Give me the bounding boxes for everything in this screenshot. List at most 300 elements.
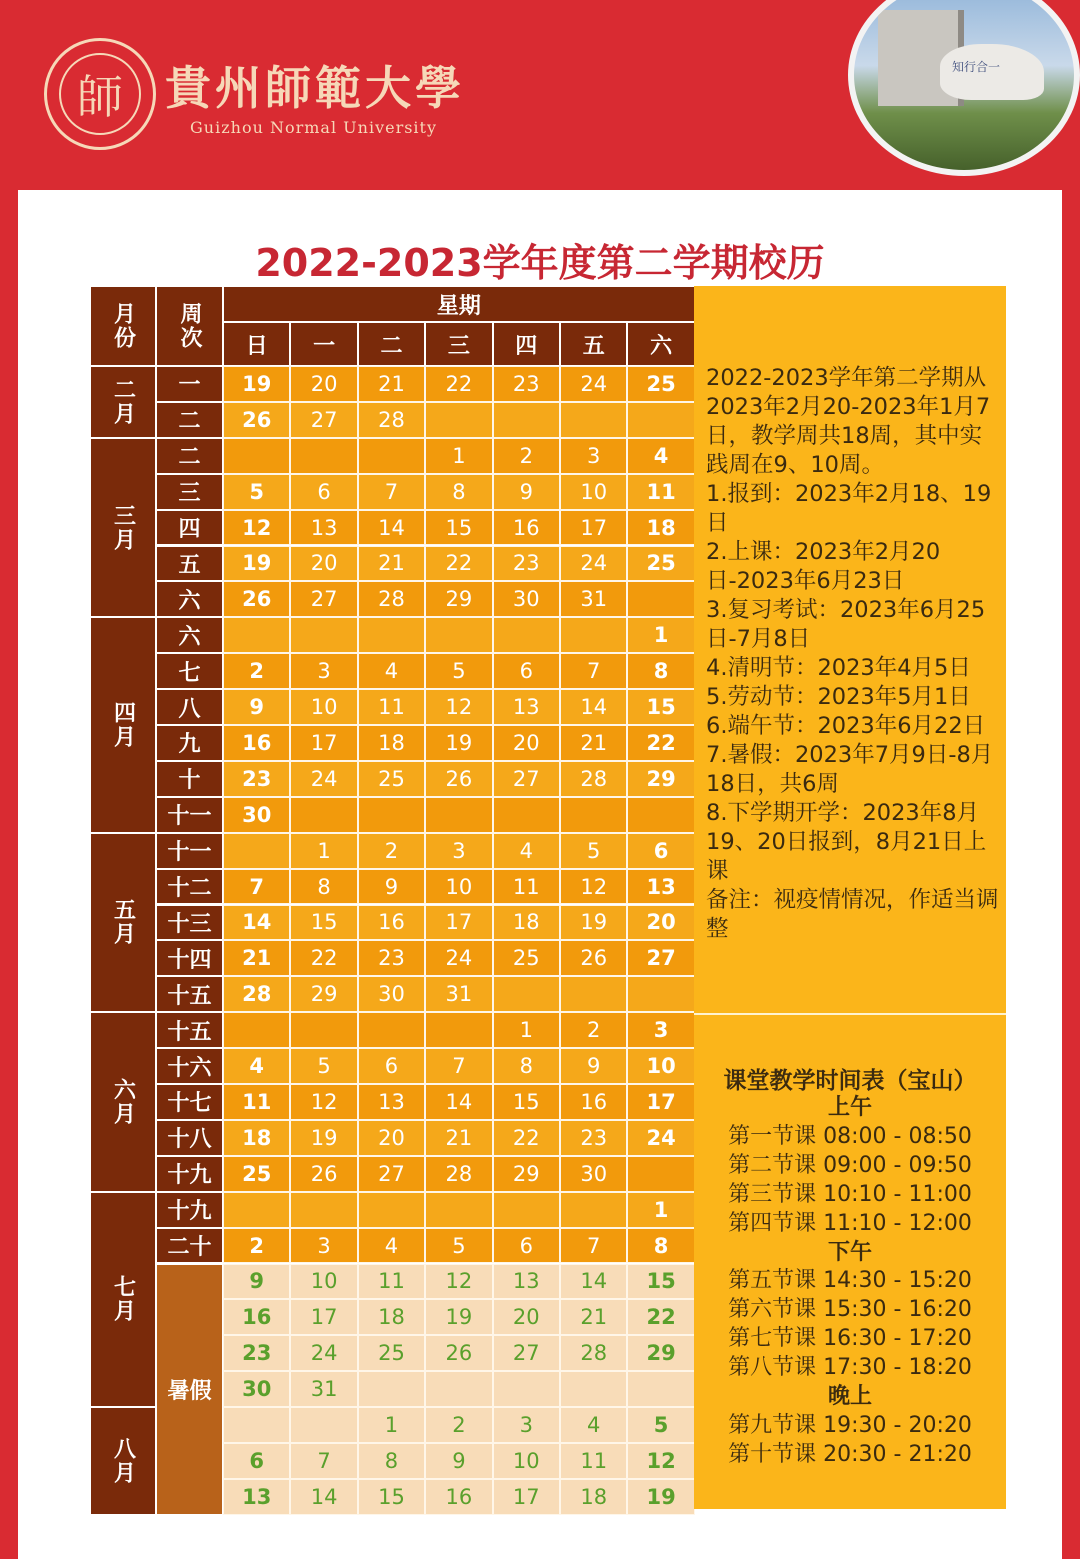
date-cell: 7 bbox=[358, 474, 425, 510]
date-cell: 10 bbox=[627, 1048, 694, 1084]
date-cell: 14 bbox=[560, 689, 627, 725]
date-cell: 8 bbox=[425, 474, 492, 510]
date-cell bbox=[358, 1192, 425, 1228]
date-cell bbox=[358, 1012, 425, 1048]
note-item: 6.端午节：2023年6月22日 bbox=[706, 713, 986, 739]
date-cell: 27 bbox=[290, 581, 357, 617]
date-cell bbox=[627, 1371, 694, 1407]
month-label-text: 三月 bbox=[110, 503, 136, 552]
weekday-header: 四 bbox=[493, 322, 560, 366]
date-cell: 22 bbox=[290, 940, 357, 976]
date-cell: 19 bbox=[425, 1299, 492, 1335]
date-cell bbox=[493, 1192, 560, 1228]
date-cell: 10 bbox=[290, 1264, 357, 1300]
date-cell bbox=[290, 617, 357, 653]
date-cell: 26 bbox=[223, 581, 290, 617]
date-cell bbox=[290, 1012, 357, 1048]
date-cell bbox=[627, 976, 694, 1012]
date-cell: 6 bbox=[290, 474, 357, 510]
date-cell: 4 bbox=[627, 438, 694, 474]
date-cell: 16 bbox=[560, 1084, 627, 1120]
month-label-text: 八月 bbox=[110, 1436, 136, 1485]
schedule-period: 第六节课 15:30 - 16:20 bbox=[728, 1297, 972, 1323]
date-cell: 30 bbox=[560, 1156, 627, 1192]
date-cell: 25 bbox=[358, 761, 425, 797]
date-cell: 27 bbox=[627, 940, 694, 976]
stone-monument bbox=[940, 44, 1044, 100]
campus-photo bbox=[848, 0, 1080, 176]
date-cell: 22 bbox=[425, 546, 492, 582]
date-cell: 6 bbox=[223, 1443, 290, 1479]
weekday-group-header: 星期 bbox=[223, 286, 695, 322]
date-cell: 5 bbox=[560, 833, 627, 869]
date-cell: 26 bbox=[425, 761, 492, 797]
date-cell: 22 bbox=[493, 1120, 560, 1156]
date-cell: 3 bbox=[560, 438, 627, 474]
date-cell: 18 bbox=[358, 1299, 425, 1335]
date-cell: 9 bbox=[493, 474, 560, 510]
date-cell: 12 bbox=[425, 1264, 492, 1300]
date-cell: 16 bbox=[358, 905, 425, 941]
date-cell: 24 bbox=[560, 366, 627, 402]
date-cell bbox=[358, 797, 425, 833]
date-cell bbox=[223, 1012, 290, 1048]
date-cell: 24 bbox=[290, 1335, 357, 1371]
date-cell bbox=[560, 617, 627, 653]
date-cell: 30 bbox=[358, 976, 425, 1012]
date-cell: 9 bbox=[223, 1264, 290, 1300]
month-label bbox=[90, 1012, 156, 1192]
date-cell: 9 bbox=[560, 1048, 627, 1084]
date-cell: 23 bbox=[223, 1335, 290, 1371]
week-number: 十 bbox=[156, 761, 223, 797]
note-item: 7.暑假：2023年7月9日-8月18日，共6周 bbox=[706, 742, 994, 797]
date-cell: 13 bbox=[627, 869, 694, 905]
week-number: 十七 bbox=[156, 1084, 223, 1120]
date-cell: 29 bbox=[425, 581, 492, 617]
schedule-period: 第八节课 17:30 - 18:20 bbox=[728, 1355, 972, 1381]
date-cell: 15 bbox=[358, 1479, 425, 1515]
week-column-header bbox=[156, 286, 223, 366]
date-cell: 19 bbox=[223, 546, 290, 582]
date-cell: 3 bbox=[290, 653, 357, 689]
date-cell bbox=[223, 438, 290, 474]
date-cell: 27 bbox=[290, 402, 357, 438]
date-cell bbox=[627, 797, 694, 833]
date-cell: 26 bbox=[290, 1156, 357, 1192]
date-cell: 12 bbox=[290, 1084, 357, 1120]
notes-text bbox=[706, 364, 1002, 944]
date-cell: 2 bbox=[560, 1012, 627, 1048]
university-seal-logo bbox=[44, 38, 156, 150]
date-cell bbox=[560, 402, 627, 438]
date-cell: 2 bbox=[223, 1228, 290, 1264]
date-cell: 7 bbox=[290, 1443, 357, 1479]
date-cell: 5 bbox=[290, 1048, 357, 1084]
date-cell bbox=[425, 402, 492, 438]
date-cell: 29 bbox=[627, 1335, 694, 1371]
date-cell: 1 bbox=[290, 833, 357, 869]
date-cell bbox=[493, 1371, 560, 1407]
date-cell: 13 bbox=[290, 510, 357, 546]
week-number: 二 bbox=[156, 438, 223, 474]
week-number: 十五 bbox=[156, 976, 223, 1012]
month-label bbox=[90, 833, 156, 1013]
date-cell: 28 bbox=[560, 1335, 627, 1371]
week-number: 十三 bbox=[156, 905, 223, 941]
date-cell: 19 bbox=[560, 905, 627, 941]
month-label bbox=[90, 1192, 156, 1407]
weekday-header: 日 bbox=[223, 322, 290, 366]
date-cell: 21 bbox=[358, 366, 425, 402]
schedule-period: 第一节课 08:00 - 08:50 bbox=[728, 1123, 972, 1149]
date-cell: 30 bbox=[493, 581, 560, 617]
date-cell: 6 bbox=[358, 1048, 425, 1084]
date-cell: 11 bbox=[560, 1443, 627, 1479]
date-cell: 21 bbox=[358, 546, 425, 582]
date-cell: 16 bbox=[223, 1299, 290, 1335]
date-cell: 28 bbox=[425, 1156, 492, 1192]
date-cell bbox=[493, 402, 560, 438]
date-cell: 7 bbox=[425, 1048, 492, 1084]
date-cell: 29 bbox=[493, 1156, 560, 1192]
month-label-text: 四月 bbox=[110, 700, 136, 749]
date-cell: 20 bbox=[627, 905, 694, 941]
date-cell: 15 bbox=[290, 905, 357, 941]
weekday-header: 三 bbox=[425, 322, 492, 366]
date-cell: 17 bbox=[290, 725, 357, 761]
schedule-title: 课堂教学时间表（宝山） bbox=[723, 1068, 977, 1094]
date-cell bbox=[425, 1192, 492, 1228]
month-label bbox=[90, 438, 156, 618]
university-name-en: Guizhou Normal University bbox=[190, 118, 438, 137]
date-cell: 3 bbox=[493, 1407, 560, 1443]
notes-divider bbox=[694, 1013, 1006, 1015]
date-cell: 14 bbox=[425, 1084, 492, 1120]
date-cell: 16 bbox=[493, 510, 560, 546]
date-cell: 5 bbox=[223, 474, 290, 510]
date-cell: 26 bbox=[425, 1335, 492, 1371]
date-cell bbox=[290, 1407, 357, 1443]
week-number: 十六 bbox=[156, 1048, 223, 1084]
date-cell: 10 bbox=[290, 689, 357, 725]
schedule-section: 晚上 bbox=[827, 1384, 872, 1410]
weekday-header: 二 bbox=[358, 322, 425, 366]
date-cell: 21 bbox=[560, 725, 627, 761]
date-cell: 2 bbox=[493, 438, 560, 474]
date-cell bbox=[290, 797, 357, 833]
date-cell: 28 bbox=[358, 402, 425, 438]
date-cell: 25 bbox=[493, 940, 560, 976]
date-cell: 17 bbox=[627, 1084, 694, 1120]
date-cell: 7 bbox=[560, 1228, 627, 1264]
date-cell: 18 bbox=[493, 905, 560, 941]
date-cell: 28 bbox=[223, 976, 290, 1012]
week-number: 八 bbox=[156, 689, 223, 725]
date-cell: 23 bbox=[358, 940, 425, 976]
date-cell: 25 bbox=[627, 546, 694, 582]
date-cell bbox=[425, 797, 492, 833]
date-cell: 5 bbox=[627, 1407, 694, 1443]
week-number: 十一 bbox=[156, 833, 223, 869]
date-cell bbox=[290, 1192, 357, 1228]
date-cell: 26 bbox=[223, 402, 290, 438]
date-cell: 15 bbox=[425, 510, 492, 546]
header-banner bbox=[0, 0, 1080, 190]
date-cell: 20 bbox=[290, 546, 357, 582]
date-cell: 22 bbox=[627, 1299, 694, 1335]
date-cell: 14 bbox=[290, 1479, 357, 1515]
date-cell: 1 bbox=[627, 617, 694, 653]
date-cell: 17 bbox=[290, 1299, 357, 1335]
date-cell: 2 bbox=[358, 833, 425, 869]
note-item: 4.清明节：2023年4月5日 bbox=[706, 655, 971, 681]
week-number: 十八 bbox=[156, 1120, 223, 1156]
date-cell: 6 bbox=[627, 833, 694, 869]
week-number: 七 bbox=[156, 653, 223, 689]
week-number: 一 bbox=[156, 366, 223, 402]
date-cell: 16 bbox=[425, 1479, 492, 1515]
date-cell: 4 bbox=[223, 1048, 290, 1084]
date-cell: 14 bbox=[560, 1264, 627, 1300]
date-cell: 28 bbox=[560, 761, 627, 797]
date-cell: 11 bbox=[358, 1264, 425, 1300]
seal-char: 師 bbox=[59, 53, 141, 135]
date-cell: 27 bbox=[493, 1335, 560, 1371]
date-cell: 13 bbox=[358, 1084, 425, 1120]
date-cell: 22 bbox=[425, 366, 492, 402]
week-number: 五 bbox=[156, 546, 223, 582]
date-cell bbox=[493, 797, 560, 833]
month-label-text: 六月 bbox=[110, 1077, 136, 1126]
date-cell: 23 bbox=[493, 546, 560, 582]
note-item: 8.下学期开学：2023年8月19、20日报到，8月21日上课 bbox=[706, 800, 987, 884]
date-cell bbox=[560, 1371, 627, 1407]
month-column-header bbox=[90, 286, 156, 366]
month-label-text: 五月 bbox=[110, 898, 136, 947]
date-cell: 17 bbox=[560, 510, 627, 546]
date-cell: 3 bbox=[290, 1228, 357, 1264]
week-number: 四 bbox=[156, 510, 223, 546]
date-cell: 9 bbox=[358, 869, 425, 905]
date-cell bbox=[223, 1192, 290, 1228]
date-cell: 1 bbox=[358, 1407, 425, 1443]
date-cell: 17 bbox=[425, 905, 492, 941]
schedule-period: 第九节课 19:30 - 20:20 bbox=[728, 1412, 972, 1438]
date-cell: 21 bbox=[560, 1299, 627, 1335]
date-cell: 8 bbox=[358, 1443, 425, 1479]
date-cell bbox=[358, 1371, 425, 1407]
schedule-period: 第十节课 20:30 - 21:20 bbox=[728, 1441, 972, 1467]
note-item: 备注：视疫情情况，作适当调整 bbox=[706, 887, 999, 942]
date-cell: 5 bbox=[425, 653, 492, 689]
date-cell: 23 bbox=[560, 1120, 627, 1156]
date-cell: 29 bbox=[290, 976, 357, 1012]
date-cell: 30 bbox=[223, 1371, 290, 1407]
date-cell: 25 bbox=[223, 1156, 290, 1192]
date-cell: 4 bbox=[493, 833, 560, 869]
date-cell: 20 bbox=[290, 366, 357, 402]
month-header-text: 月份 bbox=[110, 302, 136, 350]
date-cell: 25 bbox=[627, 366, 694, 402]
date-cell: 8 bbox=[627, 1228, 694, 1264]
date-cell: 1 bbox=[627, 1192, 694, 1228]
month-label-text: 二月 bbox=[110, 377, 136, 426]
schedule-section: 下午 bbox=[827, 1239, 872, 1265]
date-cell bbox=[560, 797, 627, 833]
date-cell bbox=[493, 617, 560, 653]
date-cell: 8 bbox=[493, 1048, 560, 1084]
date-cell: 22 bbox=[627, 725, 694, 761]
date-cell: 19 bbox=[290, 1120, 357, 1156]
date-cell: 19 bbox=[627, 1479, 694, 1515]
rock-inscription: 知行合一 bbox=[952, 60, 1001, 74]
week-number: 二十 bbox=[156, 1228, 223, 1264]
date-cell: 28 bbox=[358, 581, 425, 617]
weekday-header: 六 bbox=[627, 322, 694, 366]
date-cell: 3 bbox=[627, 1012, 694, 1048]
week-number: 三 bbox=[156, 474, 223, 510]
date-cell bbox=[627, 402, 694, 438]
date-cell: 18 bbox=[627, 510, 694, 546]
week-number: 十二 bbox=[156, 869, 223, 905]
date-cell: 11 bbox=[627, 474, 694, 510]
date-cell: 13 bbox=[493, 689, 560, 725]
date-cell: 11 bbox=[493, 869, 560, 905]
date-cell: 15 bbox=[493, 1084, 560, 1120]
date-cell: 4 bbox=[560, 1407, 627, 1443]
date-cell: 20 bbox=[493, 725, 560, 761]
date-cell: 5 bbox=[425, 1228, 492, 1264]
date-cell: 14 bbox=[358, 510, 425, 546]
date-cell: 21 bbox=[223, 940, 290, 976]
holiday-label: 暑假 bbox=[156, 1264, 223, 1515]
date-cell: 18 bbox=[223, 1120, 290, 1156]
date-cell bbox=[493, 976, 560, 1012]
date-cell: 11 bbox=[358, 689, 425, 725]
date-cell: 23 bbox=[223, 761, 290, 797]
note-item: 2.上课：2023年2月20日-2023年6月23日 bbox=[706, 539, 941, 594]
date-cell: 23 bbox=[493, 366, 560, 402]
date-cell: 8 bbox=[627, 653, 694, 689]
date-cell: 17 bbox=[493, 1479, 560, 1515]
date-cell: 9 bbox=[223, 689, 290, 725]
date-cell: 20 bbox=[493, 1299, 560, 1335]
note-item: 3.复习考试：2023年6月25日-7月8日 bbox=[706, 597, 986, 652]
date-cell: 10 bbox=[493, 1443, 560, 1479]
date-cell bbox=[223, 617, 290, 653]
date-cell: 19 bbox=[425, 725, 492, 761]
week-number: 十五 bbox=[156, 1012, 223, 1048]
date-cell: 10 bbox=[560, 474, 627, 510]
date-cell: 24 bbox=[290, 761, 357, 797]
week-number: 十一 bbox=[156, 797, 223, 833]
date-cell: 19 bbox=[223, 366, 290, 402]
calendar-table bbox=[90, 286, 694, 1509]
university-name-cn: 貴州師範大學 bbox=[165, 61, 465, 115]
note-item: 2022-2023学年第二学期从2023年2月20-2023年1月7日，教学周共18周，其中实践周在9、10周。 bbox=[706, 365, 991, 478]
date-cell bbox=[358, 438, 425, 474]
week-number: 二 bbox=[156, 402, 223, 438]
date-cell: 24 bbox=[560, 546, 627, 582]
date-cell bbox=[223, 833, 290, 869]
date-cell: 15 bbox=[627, 689, 694, 725]
date-cell: 9 bbox=[425, 1443, 492, 1479]
month-label bbox=[90, 1407, 156, 1515]
weekday-header: 五 bbox=[560, 322, 627, 366]
weekday-header: 一 bbox=[290, 322, 357, 366]
date-cell: 30 bbox=[223, 797, 290, 833]
schedule-period: 第三节课 10:10 - 11:00 bbox=[728, 1181, 972, 1207]
date-cell bbox=[627, 1156, 694, 1192]
note-item: 1.报到：2023年2月18、19日 bbox=[706, 481, 992, 536]
date-cell: 31 bbox=[425, 976, 492, 1012]
date-cell: 11 bbox=[223, 1084, 290, 1120]
week-number: 十九 bbox=[156, 1192, 223, 1228]
date-cell bbox=[425, 1012, 492, 1048]
date-cell: 6 bbox=[493, 653, 560, 689]
date-cell: 24 bbox=[425, 940, 492, 976]
week-number: 六 bbox=[156, 581, 223, 617]
date-cell bbox=[560, 1192, 627, 1228]
date-cell bbox=[560, 976, 627, 1012]
date-cell bbox=[425, 1371, 492, 1407]
schedule-period: 第四节课 11:10 - 12:00 bbox=[728, 1210, 972, 1236]
date-cell: 12 bbox=[627, 1443, 694, 1479]
date-cell bbox=[425, 617, 492, 653]
date-cell: 12 bbox=[425, 689, 492, 725]
date-cell: 18 bbox=[560, 1479, 627, 1515]
schedule-period: 第五节课 14:30 - 15:20 bbox=[728, 1268, 972, 1294]
date-cell: 25 bbox=[358, 1335, 425, 1371]
schedule-list bbox=[694, 1094, 1006, 1470]
date-cell: 4 bbox=[358, 1228, 425, 1264]
date-cell: 27 bbox=[493, 761, 560, 797]
note-item: 5.劳动节：2023年5月1日 bbox=[706, 684, 971, 710]
date-cell: 20 bbox=[358, 1120, 425, 1156]
week-header-text: 周次 bbox=[177, 302, 202, 350]
date-cell: 12 bbox=[223, 510, 290, 546]
month-label bbox=[90, 366, 156, 438]
date-cell: 29 bbox=[627, 761, 694, 797]
week-number: 九 bbox=[156, 725, 223, 761]
week-number: 六 bbox=[156, 617, 223, 653]
date-cell: 13 bbox=[493, 1264, 560, 1300]
date-cell: 8 bbox=[290, 869, 357, 905]
date-cell: 24 bbox=[627, 1120, 694, 1156]
date-cell bbox=[290, 438, 357, 474]
date-cell: 18 bbox=[358, 725, 425, 761]
date-cell bbox=[358, 617, 425, 653]
schedule-section: 上午 bbox=[827, 1095, 872, 1120]
schedule-period: 第二节课 09:00 - 09:50 bbox=[728, 1152, 972, 1178]
page-title: 2022-2023学年度第二学期校历 bbox=[255, 241, 825, 285]
date-cell: 6 bbox=[493, 1228, 560, 1264]
date-cell: 27 bbox=[358, 1156, 425, 1192]
date-cell: 31 bbox=[290, 1371, 357, 1407]
date-cell: 15 bbox=[627, 1264, 694, 1300]
date-cell: 7 bbox=[560, 653, 627, 689]
date-cell: 21 bbox=[425, 1120, 492, 1156]
week-number: 十四 bbox=[156, 940, 223, 976]
date-cell: 1 bbox=[425, 438, 492, 474]
date-cell: 10 bbox=[425, 869, 492, 905]
date-cell: 4 bbox=[358, 653, 425, 689]
date-cell: 2 bbox=[223, 653, 290, 689]
date-cell: 1 bbox=[493, 1012, 560, 1048]
date-cell: 12 bbox=[560, 869, 627, 905]
schedule-period: 第七节课 16:30 - 17:20 bbox=[728, 1326, 972, 1352]
